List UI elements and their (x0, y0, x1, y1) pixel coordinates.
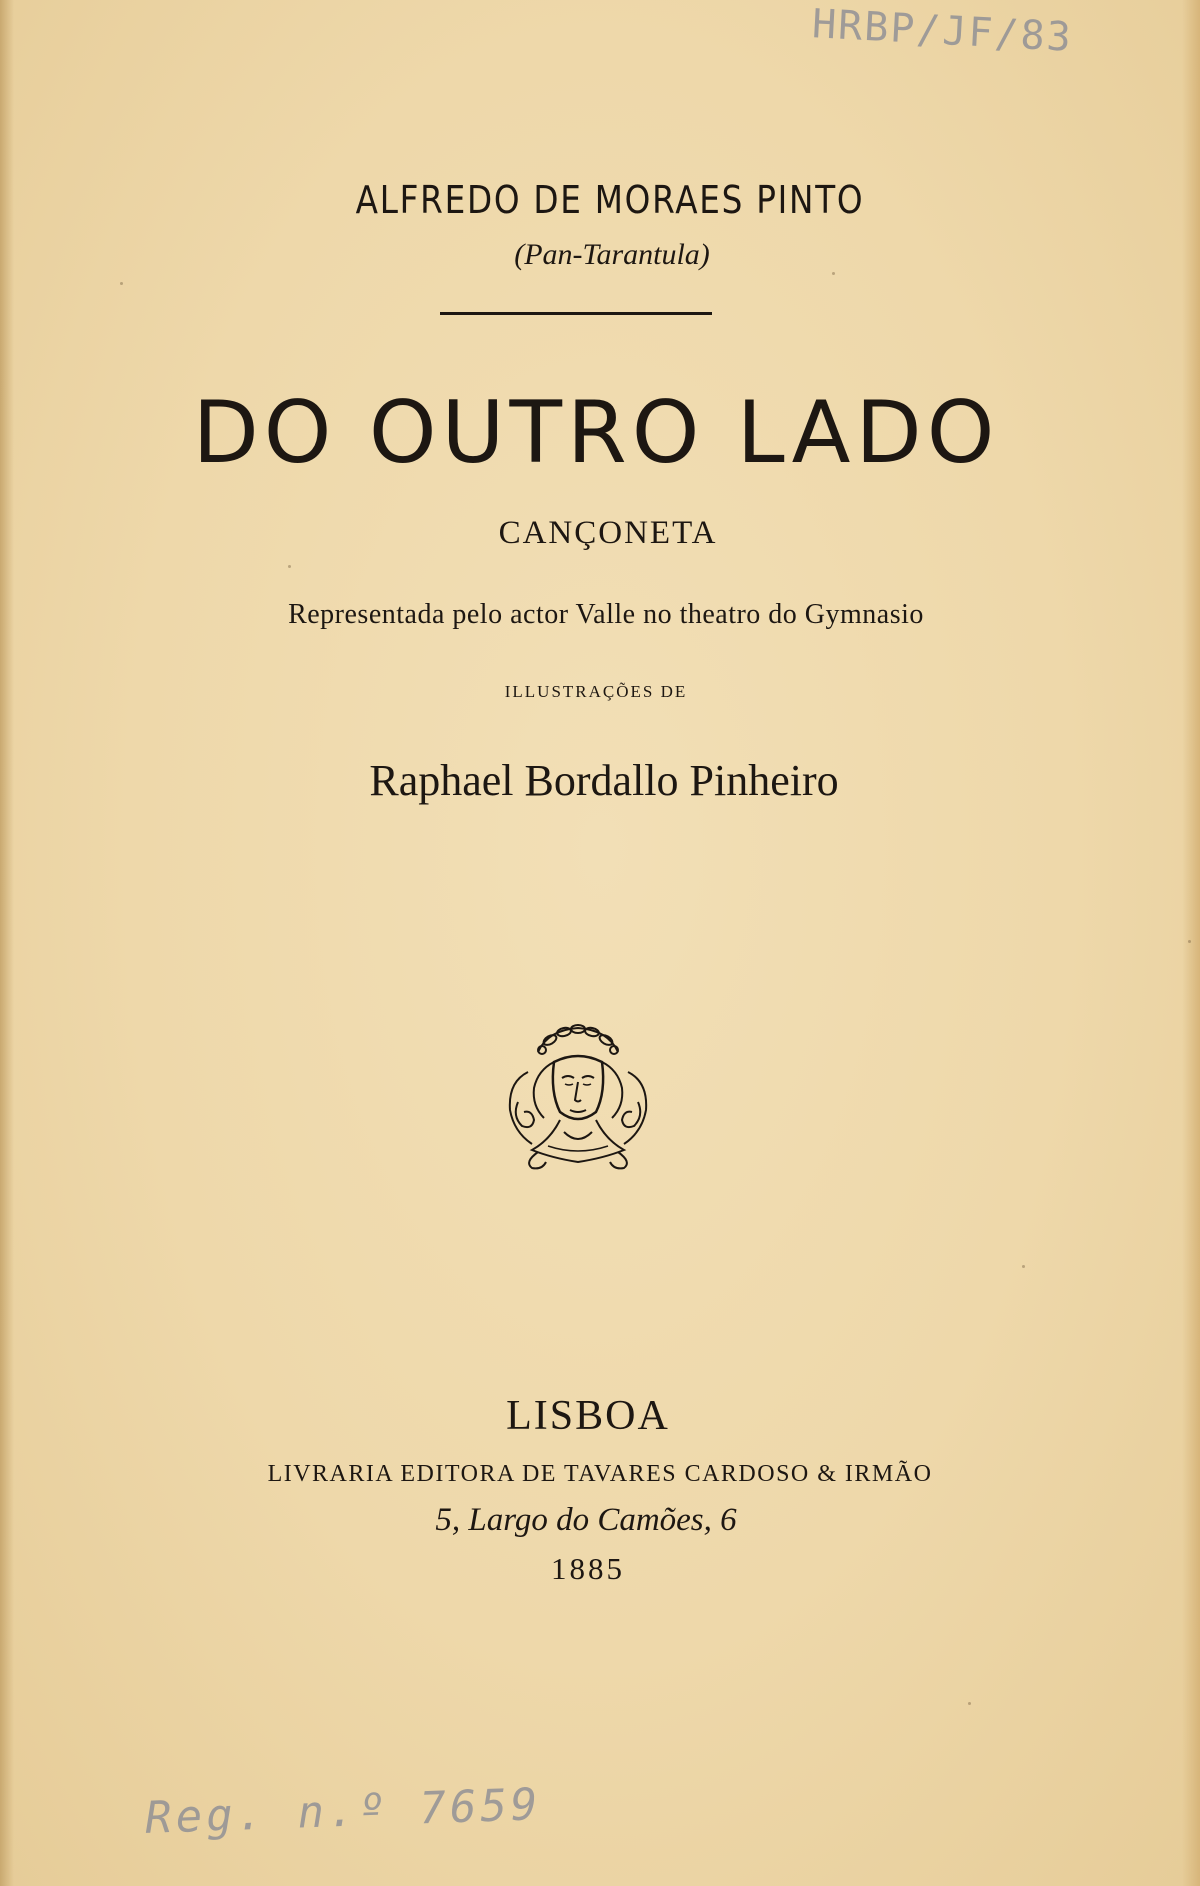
book-title: DO OUTRO LADO (192, 383, 1000, 483)
registration-annotation: Reg. n.º 7659 (144, 1779, 543, 1844)
page-edge-right (1182, 0, 1200, 1886)
paper-speck (968, 1702, 971, 1705)
shelfmark-annotation: HRBP/JF/83 (810, 1, 1074, 61)
classical-head-ornament-icon (498, 1022, 658, 1172)
performance-note: Representada pelo actor Valle no theatro do Gymnasio (288, 599, 924, 630)
paper-speck (120, 282, 123, 285)
imprint-address: 5, Largo do Camões, 6 (435, 1502, 737, 1538)
imprint-city: LISBOA (506, 1393, 670, 1439)
illustrations-label: ILLUSTRAÇÕES DE (504, 682, 688, 701)
illustrator-name: Raphael Bordallo Pinheiro (369, 756, 839, 805)
paper-speck (288, 565, 291, 568)
author-name: ALFREDO DE MORAES PINTO (355, 178, 865, 222)
page-edge-left (0, 0, 14, 1886)
paper-speck (1188, 940, 1191, 943)
imprint-publisher: LIVRARIA EDITORA DE TAVARES CARDOSO & IRMÃO (267, 1461, 933, 1487)
paper-speck (832, 272, 835, 275)
author-pseudonym: (Pan-Tarantula) (514, 238, 710, 271)
divider-rule (440, 312, 712, 315)
imprint-year: 1885 (551, 1551, 625, 1586)
genre-label: CANÇONETA (498, 515, 718, 551)
paper-speck (1022, 1265, 1025, 1268)
